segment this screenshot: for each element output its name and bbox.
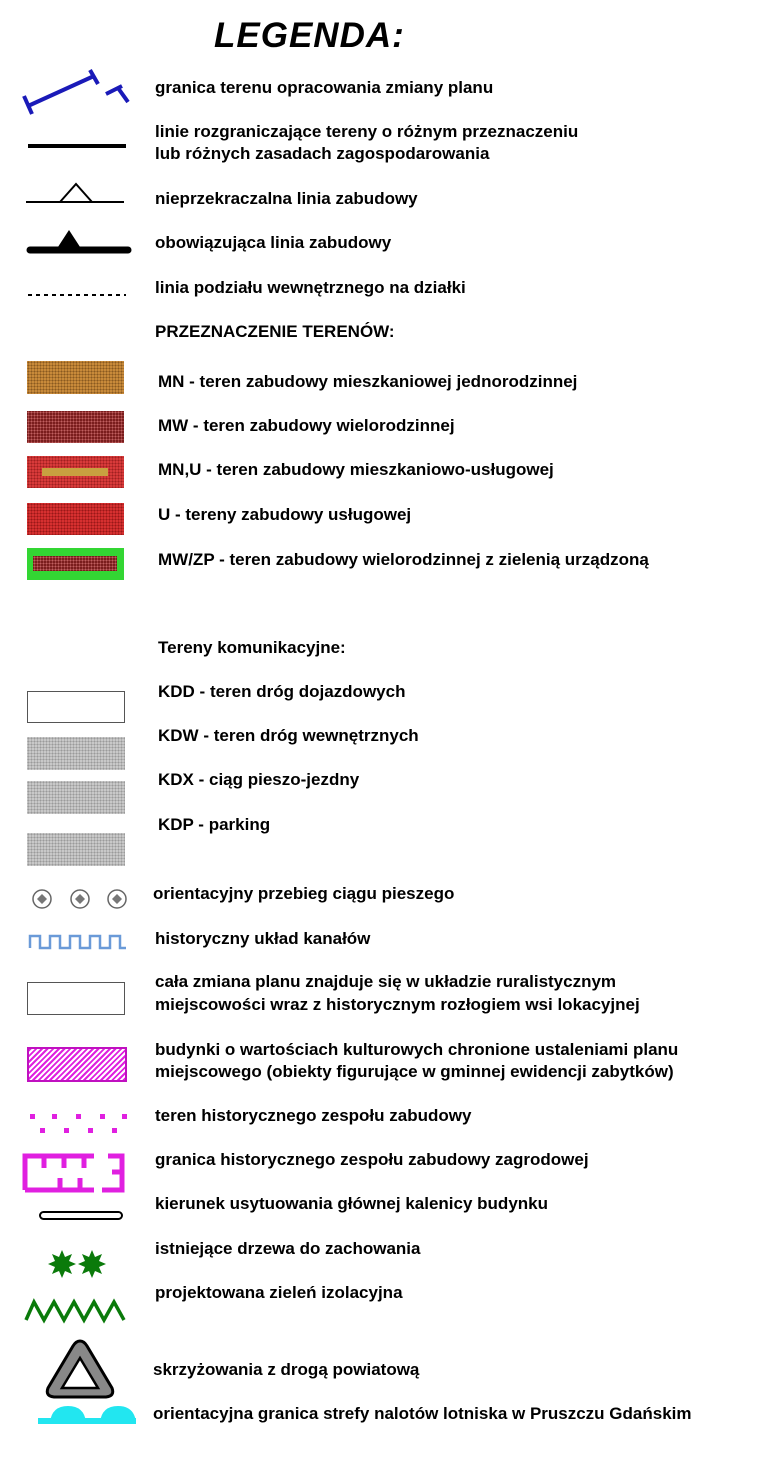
legend-label-mn: MN - teren zabudowy mieszkaniowej jednorodzinnej xyxy=(158,372,578,391)
legend-label-mwzp: MW/ZP - teren zabudowy wielorodzinnej z zielenią urządzoną xyxy=(158,550,649,569)
swatch-ruralist xyxy=(27,982,125,1015)
legend-label-naloty: orientacyjna granica strefy nalotów lotniska w Pruszczu Gdańskim xyxy=(153,1404,692,1423)
legend-label-kdx: KDX - ciąg pieszo-jezdny xyxy=(158,770,360,789)
legend-label-mw: MW - teren zabudowy wielorodzinnej xyxy=(158,416,455,435)
legend-label-zielen: projektowana zieleń izolacyjna xyxy=(155,1283,403,1302)
mandatory-building-line-symbol xyxy=(24,226,134,258)
swatch-mw xyxy=(27,411,124,443)
swatch-mnu xyxy=(27,456,124,488)
legend-label-kdw: KDW - teren dróg wewnętrznych xyxy=(158,726,419,745)
legend-label-ruralist-1: cała zmiana planu znajduje się w układzie ruralistycznym xyxy=(155,972,617,991)
legend-label-kanaly: historyczny układ kanałów xyxy=(155,929,371,948)
legend-label-drzewa: istniejące drzewa do zachowania xyxy=(155,1239,421,1258)
historic-canal-symbol xyxy=(28,930,128,952)
legend-label-kalenica: kierunek usytuowania głównej kalenicy budynku xyxy=(155,1194,548,1213)
legend-label-zespol: teren historycznego zespołu zabudowy xyxy=(155,1106,472,1125)
non-exceedable-building-line-symbol xyxy=(24,178,128,208)
existing-trees-symbol xyxy=(46,1248,110,1280)
section-heading-komunikacja: Tereny komunikacyjne: xyxy=(158,638,346,657)
isolation-greenery-symbol xyxy=(24,1296,128,1326)
legend-title: LEGENDA: xyxy=(214,16,405,55)
legend-label-kdd: KDD - teren dróg dojazdowych xyxy=(158,682,406,701)
county-road-intersection-symbol xyxy=(42,1336,118,1402)
legend-label-kdp: KDP - parking xyxy=(158,815,271,834)
swatch-mwzp xyxy=(27,548,124,580)
swatch-protected-buildings xyxy=(27,1047,127,1082)
airport-zone-symbol xyxy=(36,1400,140,1426)
swatch-u xyxy=(27,503,124,535)
swatch-kdw xyxy=(27,737,125,770)
swatch-kdp xyxy=(27,833,125,866)
dividing-line-symbol xyxy=(26,140,130,152)
legend-label-obowiazujaca: obowiązująca linia zabudowy xyxy=(155,233,392,252)
section-heading-przeznaczenie: PRZEZNACZENIE TERENÓW: xyxy=(155,322,395,341)
legend-label-pieszy: orientacyjny przebieg ciągu pieszego xyxy=(153,884,455,903)
legend-label-podzial: linia podziału wewnętrznego na działki xyxy=(155,278,466,297)
legend-label-ruralist-2: miejscowości wraz z historycznym rozłogiem wsi lokacyjnej xyxy=(155,995,640,1014)
plan-boundary-symbol xyxy=(22,68,132,116)
legend-label-mnu: MN,U - teren zabudowy mieszkaniowo-usługowej xyxy=(158,460,554,479)
legend-label-nieprzekraczalna: nieprzekraczalna linia zabudowy xyxy=(155,189,418,208)
legend-label-budynki-1: budynki o wartościach kulturowych chronione ustaleniami planu xyxy=(155,1040,679,1059)
swatch-mn xyxy=(27,361,124,394)
historic-ensemble-symbol xyxy=(26,1108,130,1138)
pedestrian-path-symbol xyxy=(26,885,132,913)
internal-division-line-symbol xyxy=(26,290,130,300)
swatch-kdx xyxy=(27,781,125,814)
farmstead-boundary-symbol xyxy=(22,1150,128,1194)
legend-label-linie-1: linie rozgraniczające tereny o różnym przeznaczeniu xyxy=(155,122,579,141)
legend-label-budynki-2: miejscowego (obiekty figurujące w gminnej ewidencji zabytków) xyxy=(155,1062,674,1081)
swatch-kdd xyxy=(27,691,125,723)
legend-label-u: U - tereny zabudowy usługowej xyxy=(158,505,412,524)
legend-label-linie-2: lub różnych zasadach zagospodarowania xyxy=(155,144,490,163)
ridge-direction-symbol xyxy=(38,1208,126,1224)
legend-label-granica: granica terenu opracowania zmiany planu xyxy=(155,78,494,97)
legend-label-skrzyzowania: skrzyżowania z drogą powiatową xyxy=(153,1360,420,1379)
legend-label-zagrodowa: granica historycznego zespołu zabudowy zagrodowej xyxy=(155,1150,589,1169)
